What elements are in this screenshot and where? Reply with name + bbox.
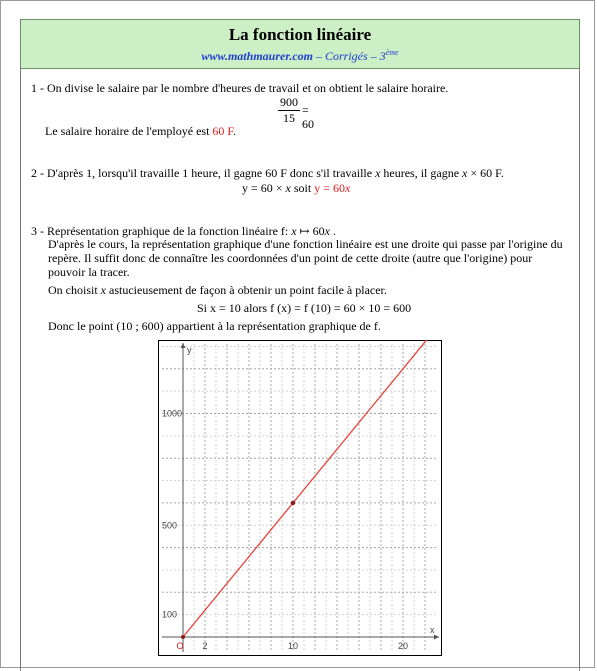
q2-text-a: 2 - D'après 1, lorsqu'il travaille 1 heure, il gagne 60 F donc s'il travaille xyxy=(31,166,376,180)
header-box xyxy=(20,19,580,69)
q3-intro-arrow: ↦ 60 xyxy=(296,224,325,238)
q3-p2-a: On choisit xyxy=(48,283,101,297)
q3-paragraph-3: Donc le point (10 ; 600) appartient à la représentation graphique de f. xyxy=(48,319,381,333)
content-box xyxy=(20,68,580,671)
y-tick-label: 1000 xyxy=(162,408,183,419)
q2-var-x-2: x xyxy=(462,166,468,180)
page-title: La fonction linéaire xyxy=(228,25,372,44)
q2-text xyxy=(31,166,504,180)
q1-denominator: 15 xyxy=(283,111,295,125)
x-axis-label: x xyxy=(430,625,435,635)
y-axis-label: y xyxy=(187,345,192,355)
x-tick-label: 2 xyxy=(202,641,208,651)
q3-p2-b: astucieusement de façon à obtenir un point facile à placer. xyxy=(106,283,387,297)
y-tick-label: 100 xyxy=(162,609,178,620)
data-point xyxy=(291,501,295,505)
q1-result-prefix: Le salaire horaire de l'employé est xyxy=(45,124,213,138)
q1-result-value: 60 F xyxy=(212,124,234,138)
q1-text: 1 - On divise le salaire par le nombre d'heures de travail et on obtient le salaire horaire. xyxy=(31,81,449,95)
q2-formula xyxy=(242,181,350,195)
q2-formula-a: y = 60 × xyxy=(242,181,286,195)
q3-intro-x-2: x xyxy=(324,224,330,238)
q3-p2-x: x xyxy=(100,283,106,297)
q2-var-x: x xyxy=(375,166,381,180)
origin-label: O xyxy=(176,641,184,651)
q1-equals: = 60 xyxy=(302,103,314,131)
q3-calculation: Si x = 10 alors f (x) = f (10) = 60 × 10 = 600 xyxy=(197,301,412,315)
subtitle-text: – Corrigés – 3 xyxy=(313,49,386,63)
x-tick-label: 10 xyxy=(287,641,299,651)
origin-point xyxy=(181,635,185,639)
subtitle-superscript: ème xyxy=(385,48,399,57)
graph-frame xyxy=(159,341,442,656)
linear-function-graph xyxy=(158,340,442,656)
q2-formula-red: y = 60 xyxy=(314,181,345,195)
q3-intro-text: 3 - Représentation graphique de la fonction linéaire f: xyxy=(31,224,292,238)
site-link[interactable]: www.mathmaurer.com xyxy=(201,49,313,63)
q3-paragraph-2 xyxy=(48,283,387,297)
q1-numerator: 900 xyxy=(280,95,298,109)
q3-paragraph-1: D'après le cours, la représentation graphique d'une fonction linéaire est une droite qui passe par l'origine du repère. Il suffit donc de connaître les coordonnées d'un point de cette droite (autre que l'origine) pour pouvoir la tracer. xyxy=(48,237,563,279)
q3-intro-end: . xyxy=(329,224,336,238)
q1-result-suffix: . xyxy=(233,124,237,138)
q2-formula-red-x: x xyxy=(345,181,351,195)
q2-formula-mid: soit xyxy=(290,181,315,195)
q2-text-b: heures, il gagne xyxy=(380,166,463,180)
page-subtitle xyxy=(21,45,579,64)
q3-intro-x: x xyxy=(291,224,297,238)
y-tick-label: 500 xyxy=(162,520,178,531)
x-tick-label: 20 xyxy=(397,641,409,651)
q1-result xyxy=(45,124,236,138)
q2-formula-x: x xyxy=(285,181,291,195)
q3-intro xyxy=(31,224,336,238)
q2-text-c: × 60 F. xyxy=(467,166,504,180)
